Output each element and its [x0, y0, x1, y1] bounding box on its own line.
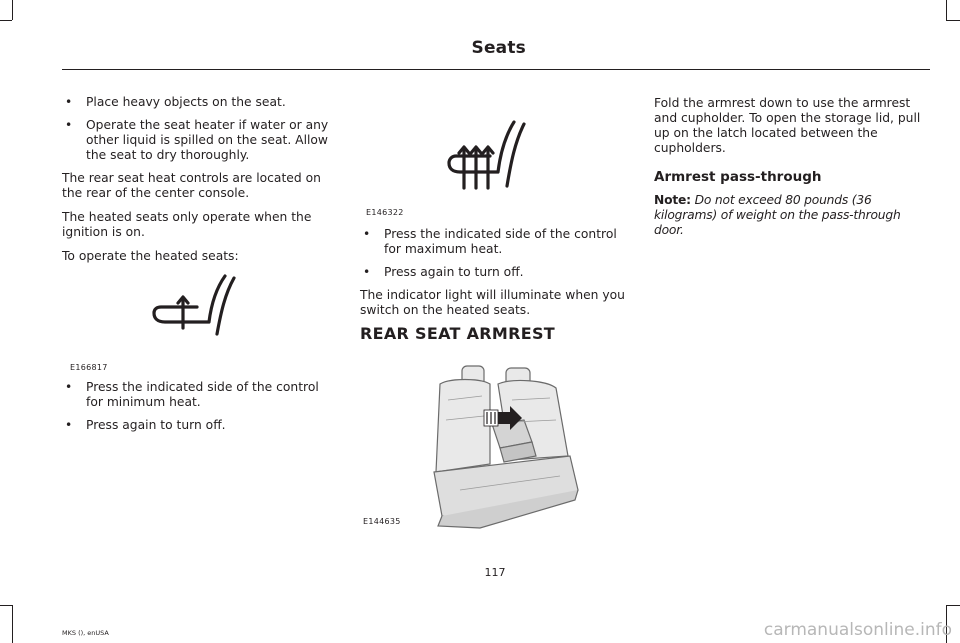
bullet-text: Press the indicated side of the control for minimum heat. — [86, 380, 319, 409]
crop-mark-bottom-left-v — [12, 605, 13, 643]
section-heading: REAR SEAT ARMREST — [360, 324, 556, 343]
page-title: Seats — [471, 38, 526, 58]
note-text: Do not exceed 80 pounds (36 kilograms) of weight on the pass-through door. — [654, 193, 901, 237]
heated-seat-low-icon — [145, 268, 245, 348]
crop-mark-top-right-v — [946, 0, 947, 20]
rear-seat-armrest-figure — [420, 360, 580, 530]
bullet-item — [62, 418, 338, 433]
crop-mark-top-left-v — [12, 0, 13, 20]
bullet-dot: • — [363, 265, 371, 279]
middle-column — [360, 227, 636, 327]
crop-mark-bottom-right-h — [946, 605, 960, 606]
page-number: 117 — [484, 566, 506, 579]
paragraph: To operate the heated seats: — [62, 249, 239, 263]
bullet-dot: • — [65, 418, 73, 432]
bullet-dot: • — [65, 95, 73, 109]
paragraph: Fold the armrest down to use the armrest and cupholder. To open the storage lid, pull up on the latch located between the cupholders. — [654, 96, 921, 155]
bullet-text: Operate the seat heater if water or any other liquid is spilled on the seat. Allow the seat to dry thoroughly. — [86, 118, 329, 162]
left-column — [62, 95, 338, 273]
left-column-lower — [62, 380, 338, 441]
edition-label: MKS (), enUSA — [62, 629, 109, 637]
bullet-dot: • — [363, 227, 371, 241]
figure-code: E166817 — [70, 363, 108, 372]
paragraph: The rear seat heat controls are located on the rear of the center console. — [62, 171, 321, 200]
crop-mark-bottom-left-h — [0, 605, 12, 606]
bullet-item — [360, 227, 636, 257]
bullet-item — [62, 95, 338, 110]
paragraph: The heated seats only operate when the ignition is on. — [62, 210, 312, 239]
heated-seat-high-icon — [440, 114, 530, 194]
bullet-dot: • — [65, 118, 73, 132]
note-label: Note: — [654, 193, 691, 207]
bullet-dot: • — [65, 380, 73, 394]
bullet-text: Press again to turn off. — [384, 265, 524, 279]
bullet-item — [360, 265, 636, 280]
heated-seat-minimum-figure — [145, 268, 245, 348]
bullet-text: Press again to turn off. — [86, 418, 226, 432]
subheading: Armrest pass-through — [654, 169, 822, 185]
right-column — [654, 96, 930, 247]
crop-mark-top-left-h — [0, 20, 12, 21]
watermark: carmanualsonline.info — [763, 620, 952, 640]
header-divider — [62, 69, 930, 70]
note — [654, 193, 930, 238]
heated-seat-maximum-figure — [440, 114, 530, 194]
bullet-item — [62, 380, 338, 410]
paragraph: The indicator light will illuminate when you switch on the heated seats. — [360, 288, 625, 317]
figure-code: E146322 — [366, 208, 404, 217]
figure-code: E144635 — [363, 517, 401, 526]
bullet-text: Place heavy objects on the seat. — [86, 95, 286, 109]
crop-mark-top-right-h — [946, 20, 960, 21]
bullet-item — [62, 118, 338, 163]
rear-seat-illustration — [420, 360, 580, 530]
bullet-text: Press the indicated side of the control for maximum heat. — [384, 227, 617, 256]
